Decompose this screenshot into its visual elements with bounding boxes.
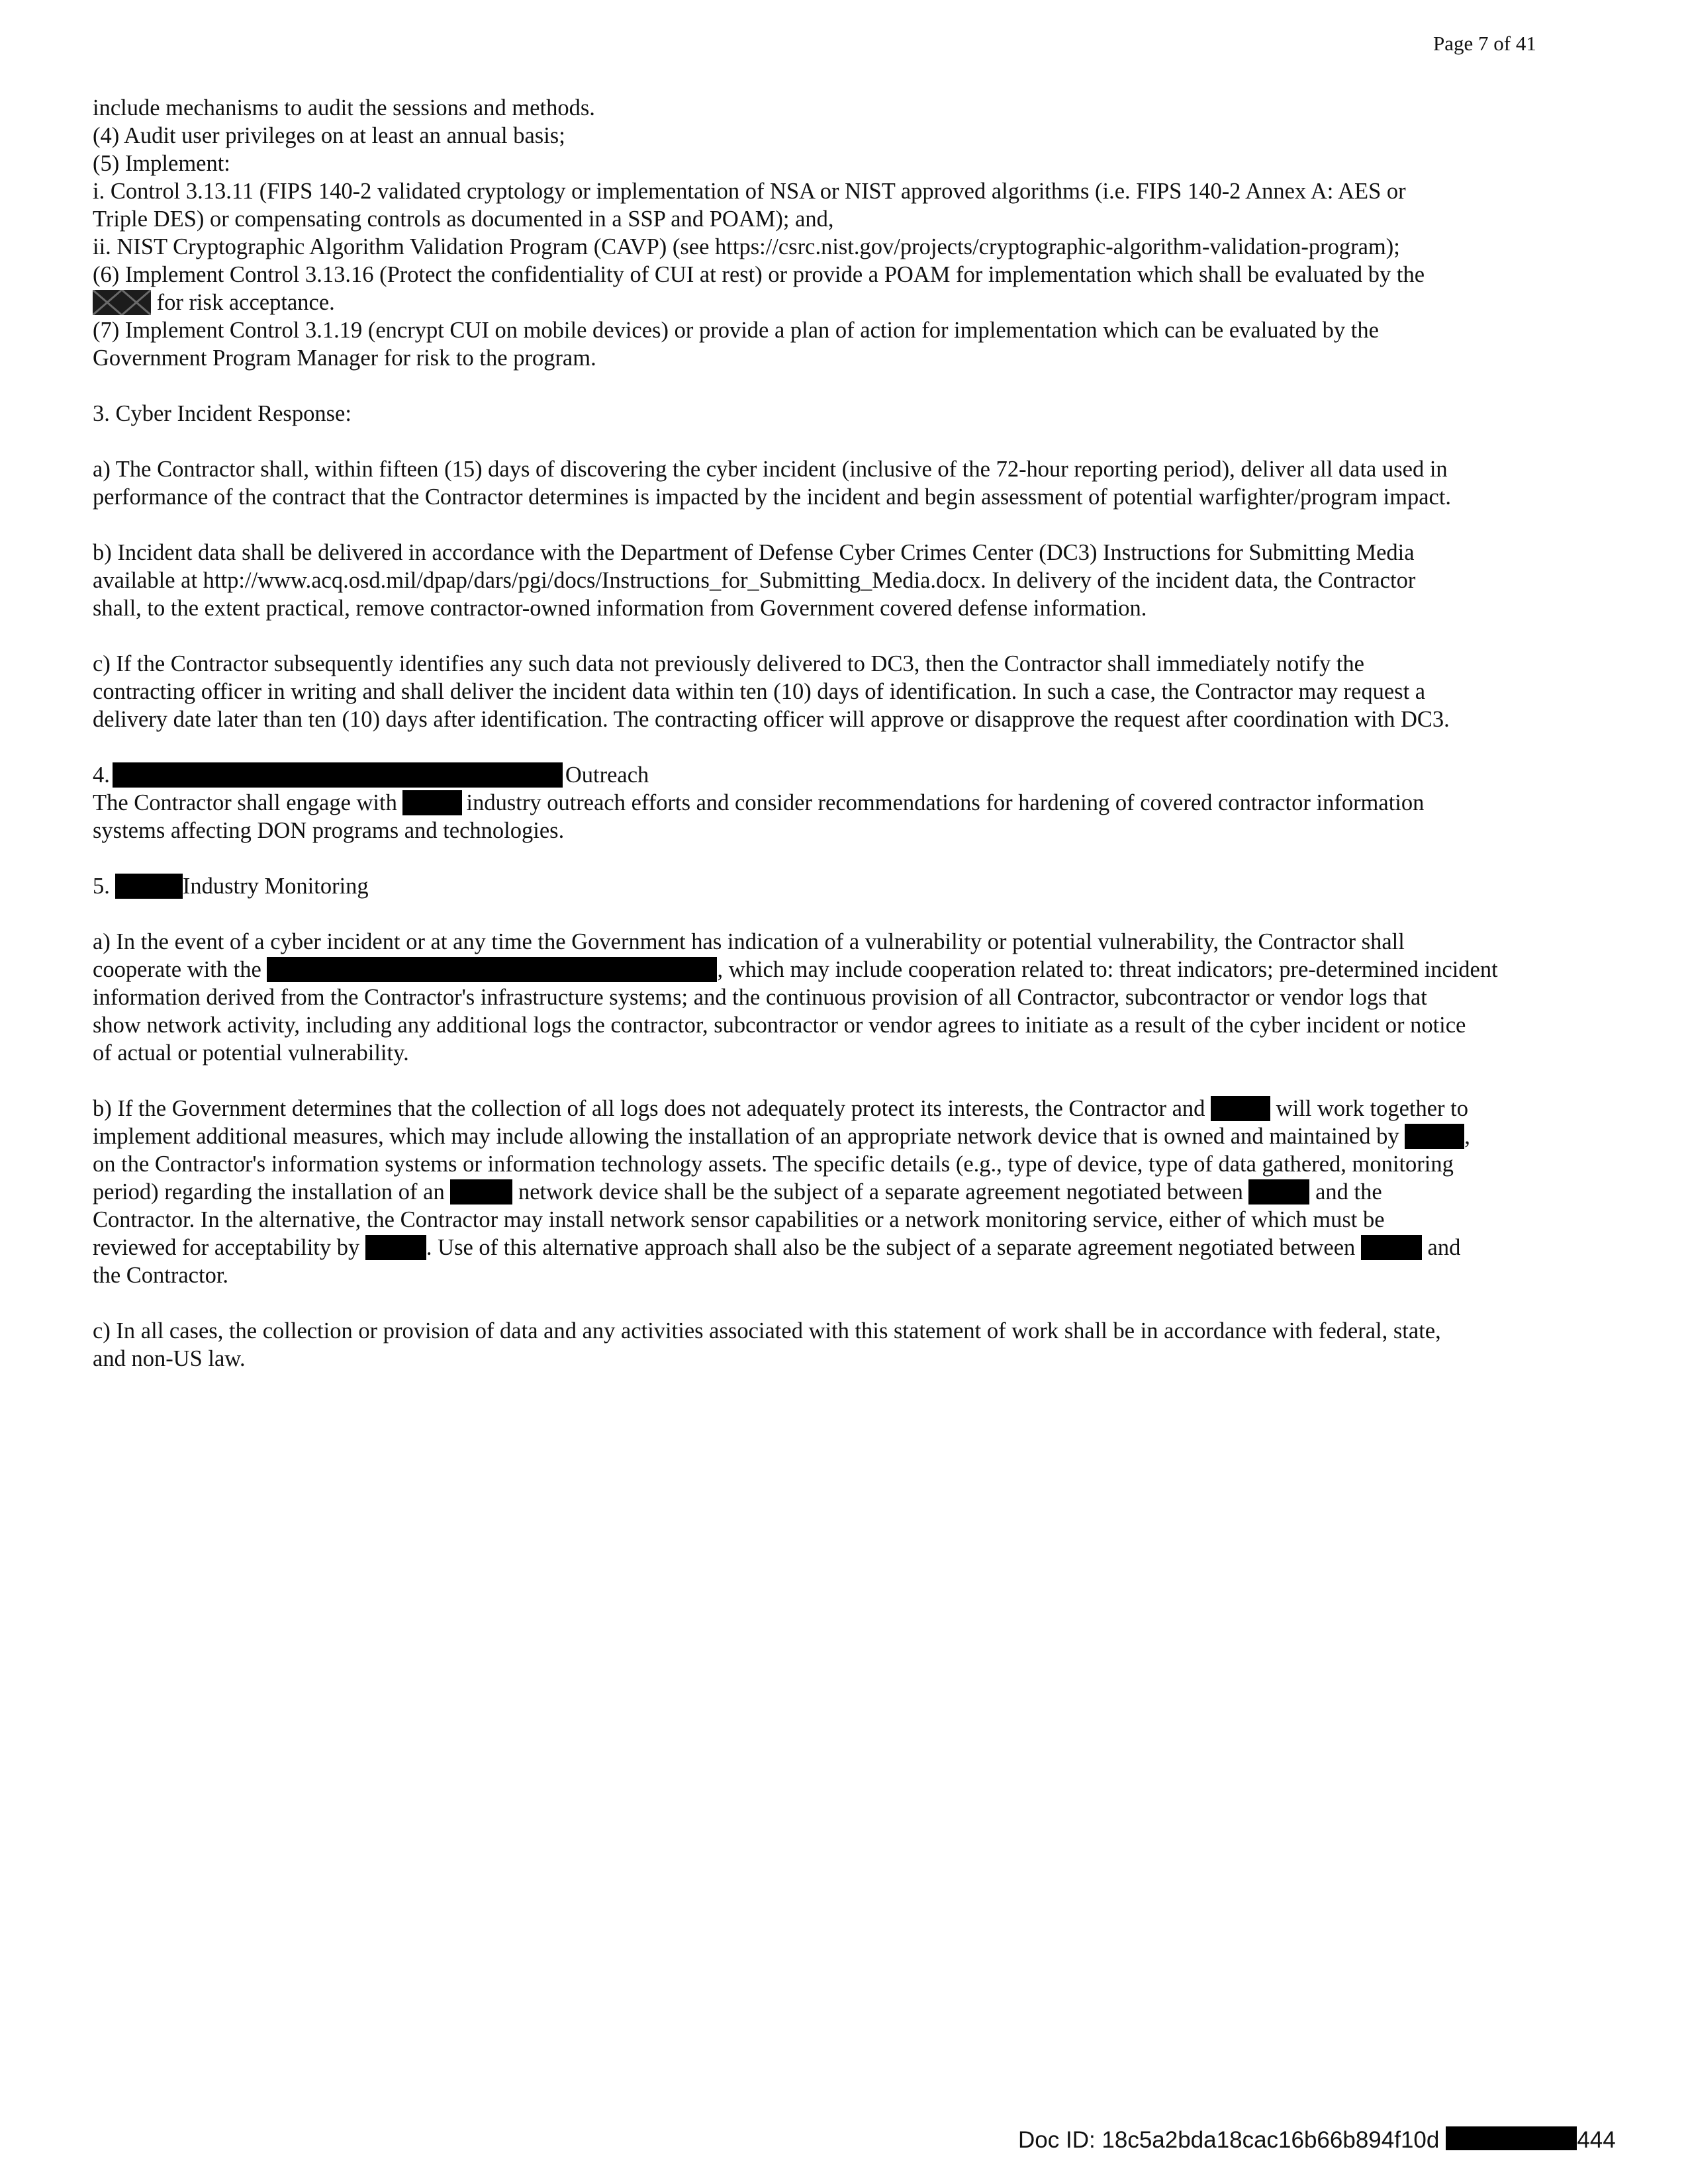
text-line: performance of the contract that the Contractor determines is impacted by the incident and begin assessment of potential warfighter/program impact. [93, 484, 1452, 510]
text-line: on the Contractor's information systems or information technology assets. The specific details (e.g., type of device, type of data gathered, monitoring [93, 1152, 1454, 1177]
text-line: b) Incident data shall be delivered in accordance with the Department of Defense Cyber Crimes Center (DC3) Instructions for Submitting Media [93, 540, 1415, 565]
text-line [93, 956, 1609, 983]
text-fragment: industry outreach efforts and consider recommendations for hardening of covered contractor information [466, 790, 1425, 815]
redaction-box [365, 1235, 426, 1260]
text-line: shall, to the extent practical, remove contractor-owned information from Government covered defense information. [93, 596, 1147, 621]
doc-id-suffix: 444 [1577, 2127, 1616, 2153]
text-line: Government Program Manager for risk to the program. [93, 345, 596, 371]
redaction-box [450, 1179, 512, 1205]
section-title: Outreach [565, 762, 649, 788]
text-line: c) If the Contractor subsequently identifies any such data not previously delivered to DC3, then the Contractor shall immediately notify the [93, 651, 1364, 676]
text-fragment: , which may include cooperation related to: threat indicators; pre-determined incident [717, 957, 1498, 982]
text-line: include mechanisms to audit the sessions and methods. [93, 95, 595, 120]
text-line: available at http://www.acq.osd.mil/dpap/dars/pgi/docs/Instructions_for_Submitting_Media.docx. In delivery of the incident data, the Contractor [93, 568, 1416, 593]
text-fragment: and the [1309, 1179, 1382, 1205]
text-fragment: . Use of this alternative approach shall also be the subject of a separate agreement negotiated between [426, 1235, 1361, 1260]
text-line: and non-US law. [93, 1346, 246, 1371]
section-heading-4 [93, 761, 1609, 789]
text-line: ii. NIST Cryptographic Algorithm Validation Program (CAVP) (see https://csrc.nist.gov/projects/cryptographic-algorithm-validation-program); [93, 234, 1400, 259]
text-line: i. Control 3.13.11 (FIPS 140-2 validated cryptology or implementation of NSA or NIST approved algorithms (i.e. FIPS 140-2 Annex A: AES or [93, 179, 1406, 204]
redaction-box [1405, 1124, 1464, 1149]
redaction-box [1446, 2126, 1577, 2150]
text-line: a) The Contractor shall, within fifteen (15) days of discovering the cyber incident (inclusive of the 72-hour reporting period), deliver all data used in [93, 457, 1448, 482]
text-line: (6) Implement Control 3.13.16 (Protect the confidentiality of CUI at rest) or provide a POAM for implementation which shall be evaluated by the [93, 262, 1425, 287]
text-line: contracting officer in writing and shall deliver the incident data within ten (10) days of identification. In such a case, the Contractor may request a [93, 679, 1426, 704]
redaction-box [1248, 1179, 1309, 1205]
text-line: Contractor. In the alternative, the Contractor may install network sensor capabilities or a network monitoring service, either of which must be [93, 1207, 1385, 1232]
doc-id: Doc ID: 18c5a2bda18cac16b66b894f10d [1018, 2127, 1440, 2153]
text-line [93, 789, 1609, 817]
text-line [93, 289, 1609, 316]
text-line: (5) Implement: [93, 151, 230, 176]
section-title: Industry Monitoring [182, 874, 369, 899]
redaction-box [267, 957, 717, 982]
text-line: c) In all cases, the collection or provision of data and any activities associated with this statement of work shall be in accordance with federal, state, [93, 1318, 1441, 1343]
redaction-box [115, 874, 183, 899]
text-line: of actual or potential vulnerability. [93, 1040, 409, 1066]
text-line [93, 1122, 1609, 1150]
section-number: 5. [93, 874, 110, 899]
text-fragment: and [1421, 1235, 1461, 1260]
text-line: the Contractor. [93, 1263, 229, 1288]
text-fragment: will work together to [1270, 1096, 1468, 1121]
text-line: show network activity, including any additional logs the contractor, subcontractor or vendor agrees to initiate as a result of the cyber incident or notice [93, 1013, 1466, 1038]
redaction-box [402, 790, 462, 815]
section-heading-3: 3. Cyber Incident Response: [93, 401, 352, 426]
text-line: systems affecting DON programs and technologies. [93, 818, 565, 843]
text-fragment: for risk acceptance. [151, 290, 335, 315]
text-line: delivery date later than ten (10) days after identification. The contracting officer will approve or disapprove the request after coordination with DC3. [93, 707, 1450, 732]
section-heading-5 [93, 872, 1609, 900]
page-number: Page 7 of 41 [1433, 32, 1536, 55]
text-fragment: cooperate with the [93, 957, 267, 982]
text-line [93, 1234, 1609, 1261]
text-line: information derived from the Contractor's infrastructure systems; and the continuous provision of all Contractor, subcontractor or vendor logs that [93, 985, 1427, 1010]
text-line [93, 1095, 1609, 1122]
text-fragment: reviewed for acceptability by [93, 1235, 365, 1260]
text-line: Triple DES) or compensating controls as documented in a SSP and POAM); and, [93, 206, 834, 232]
redaction-box [1361, 1235, 1422, 1260]
text-fragment: , [1464, 1124, 1470, 1149]
redaction-box [1211, 1096, 1270, 1121]
text-fragment: network device shall be the subject of a separate agreement negotiated between [512, 1179, 1249, 1205]
redaction-box-crossed [93, 290, 151, 315]
text-line: (4) Audit user privileges on at least an annual basis; [93, 123, 565, 148]
redaction-box [113, 762, 563, 788]
doc-id-footer [1018, 2126, 1616, 2155]
text-fragment: implement additional measures, which may include allowing the installation of an appropriate network device that is owned and maintained by [93, 1124, 1405, 1149]
text-fragment: b) If the Government determines that the collection of all logs does not adequately protect its interests, the Contractor and [93, 1096, 1211, 1121]
text-fragment: period) regarding the installation of an [93, 1179, 451, 1205]
text-line: (7) Implement Control 3.1.19 (encrypt CUI on mobile devices) or provide a plan of action for implementation which can be evaluated by the [93, 318, 1379, 343]
section-number: 4. [93, 762, 110, 788]
document-body [93, 94, 1609, 1373]
text-line: a) In the event of a cyber incident or at any time the Government has indication of a vulnerability or potential vulnerability, the Contractor shall [93, 929, 1405, 954]
text-line [93, 1178, 1609, 1206]
text-fragment: The Contractor shall engage with [93, 790, 403, 815]
